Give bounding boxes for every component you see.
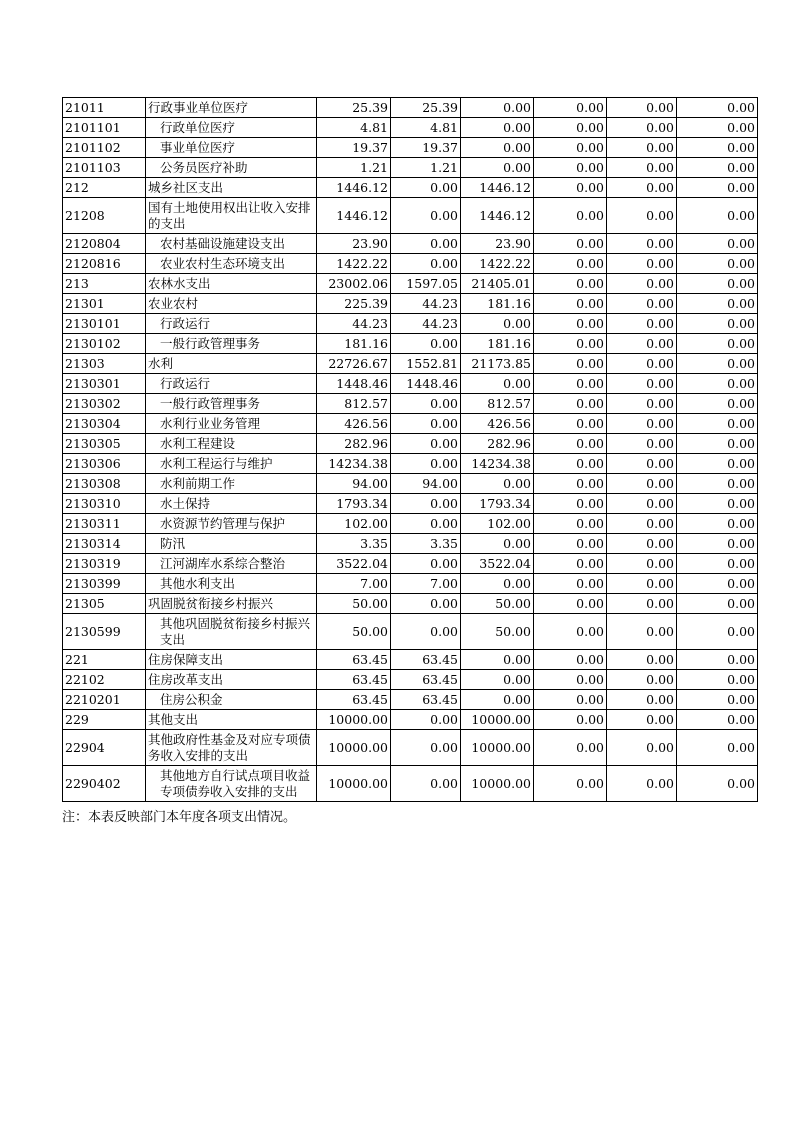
amount-cell: 225.39 bbox=[317, 294, 391, 314]
subject-name-cell: 行政事业单位医疗 bbox=[146, 98, 317, 118]
amount-cell: 94.00 bbox=[317, 474, 391, 494]
budget-sheet bbox=[62, 97, 757, 825]
subject-name-cell: 巩固脱贫衔接乡村振兴 bbox=[146, 594, 317, 614]
subject-name-cell: 一般行政管理事务 bbox=[146, 394, 317, 414]
table-row bbox=[63, 690, 758, 710]
amount-cell: 19.37 bbox=[391, 138, 461, 158]
table-row bbox=[63, 118, 758, 138]
amount-cell: 14234.38 bbox=[461, 454, 534, 474]
amount-cell: 102.00 bbox=[461, 514, 534, 534]
amount-cell: 0.00 bbox=[534, 198, 607, 234]
subject-code-cell: 2130599 bbox=[63, 614, 146, 650]
amount-cell: 0.00 bbox=[534, 574, 607, 594]
amount-cell: 1.21 bbox=[317, 158, 391, 178]
amount-cell: 1446.12 bbox=[317, 198, 391, 234]
amount-cell: 181.16 bbox=[461, 294, 534, 314]
subject-code-cell: 2130314 bbox=[63, 534, 146, 554]
amount-cell: 63.45 bbox=[317, 650, 391, 670]
subject-name-cell: 其他政府性基金及对应专项债务收入安排的支出 bbox=[146, 730, 317, 766]
subject-code-cell: 21011 bbox=[63, 98, 146, 118]
amount-cell: 0.00 bbox=[607, 374, 677, 394]
amount-cell: 0.00 bbox=[677, 554, 758, 574]
amount-cell: 0.00 bbox=[677, 454, 758, 474]
amount-cell: 0.00 bbox=[677, 710, 758, 730]
amount-cell: 3.35 bbox=[391, 534, 461, 554]
amount-cell: 0.00 bbox=[677, 178, 758, 198]
amount-cell: 0.00 bbox=[391, 178, 461, 198]
amount-cell: 21173.85 bbox=[461, 354, 534, 374]
amount-cell: 44.23 bbox=[317, 314, 391, 334]
amount-cell: 0.00 bbox=[391, 334, 461, 354]
amount-cell: 3522.04 bbox=[461, 554, 534, 574]
amount-cell: 0.00 bbox=[534, 374, 607, 394]
amount-cell: 10000.00 bbox=[461, 710, 534, 730]
amount-cell: 426.56 bbox=[461, 414, 534, 434]
table-row bbox=[63, 670, 758, 690]
amount-cell: 10000.00 bbox=[317, 766, 391, 802]
amount-cell: 0.00 bbox=[677, 730, 758, 766]
amount-cell: 0.00 bbox=[607, 198, 677, 234]
subject-code-cell: 213 bbox=[63, 274, 146, 294]
table-row bbox=[63, 374, 758, 394]
amount-cell: 0.00 bbox=[607, 234, 677, 254]
amount-cell: 1552.81 bbox=[391, 354, 461, 374]
amount-cell: 0.00 bbox=[607, 178, 677, 198]
amount-cell: 0.00 bbox=[534, 474, 607, 494]
amount-cell: 3522.04 bbox=[317, 554, 391, 574]
amount-cell: 0.00 bbox=[677, 494, 758, 514]
amount-cell: 0.00 bbox=[461, 690, 534, 710]
amount-cell: 1793.34 bbox=[461, 494, 534, 514]
amount-cell: 0.00 bbox=[607, 118, 677, 138]
subject-code-cell: 221 bbox=[63, 650, 146, 670]
amount-cell: 0.00 bbox=[607, 254, 677, 274]
table-row bbox=[63, 198, 758, 234]
table-row bbox=[63, 614, 758, 650]
amount-cell: 0.00 bbox=[534, 314, 607, 334]
amount-cell: 0.00 bbox=[391, 198, 461, 234]
subject-code-cell: 2130306 bbox=[63, 454, 146, 474]
amount-cell: 0.00 bbox=[677, 234, 758, 254]
amount-cell: 63.45 bbox=[391, 670, 461, 690]
amount-cell: 181.16 bbox=[461, 334, 534, 354]
amount-cell: 0.00 bbox=[461, 474, 534, 494]
amount-cell: 0.00 bbox=[677, 670, 758, 690]
amount-cell: 0.00 bbox=[607, 614, 677, 650]
amount-cell: 0.00 bbox=[677, 158, 758, 178]
amount-cell: 0.00 bbox=[461, 574, 534, 594]
amount-cell: 25.39 bbox=[317, 98, 391, 118]
amount-cell: 0.00 bbox=[677, 474, 758, 494]
subject-name-cell: 事业单位医疗 bbox=[146, 138, 317, 158]
amount-cell: 0.00 bbox=[534, 534, 607, 554]
subject-code-cell: 2130319 bbox=[63, 554, 146, 574]
table-row bbox=[63, 274, 758, 294]
table-row bbox=[63, 138, 758, 158]
amount-cell: 0.00 bbox=[534, 138, 607, 158]
amount-cell: 0.00 bbox=[607, 730, 677, 766]
amount-cell: 63.45 bbox=[391, 690, 461, 710]
table-row bbox=[63, 454, 758, 474]
subject-name-cell: 公务员医疗补助 bbox=[146, 158, 317, 178]
amount-cell: 25.39 bbox=[391, 98, 461, 118]
amount-cell: 282.96 bbox=[461, 434, 534, 454]
amount-cell: 1597.05 bbox=[391, 274, 461, 294]
amount-cell: 0.00 bbox=[534, 766, 607, 802]
amount-cell: 0.00 bbox=[677, 766, 758, 802]
amount-cell: 0.00 bbox=[677, 254, 758, 274]
table-row bbox=[63, 394, 758, 414]
amount-cell: 0.00 bbox=[677, 274, 758, 294]
subject-code-cell: 2130301 bbox=[63, 374, 146, 394]
amount-cell: 10000.00 bbox=[461, 766, 534, 802]
amount-cell: 7.00 bbox=[391, 574, 461, 594]
subject-name-cell: 其他地方自行试点项目收益专项债券收入安排的支出 bbox=[146, 766, 317, 802]
table-row bbox=[63, 554, 758, 574]
amount-cell: 0.00 bbox=[534, 494, 607, 514]
amount-cell: 4.81 bbox=[391, 118, 461, 138]
amount-cell: 0.00 bbox=[461, 138, 534, 158]
subject-code-cell: 2120804 bbox=[63, 234, 146, 254]
amount-cell: 0.00 bbox=[461, 314, 534, 334]
expenditure-table bbox=[62, 97, 758, 802]
amount-cell: 0.00 bbox=[534, 690, 607, 710]
amount-cell: 0.00 bbox=[391, 614, 461, 650]
amount-cell: 44.23 bbox=[391, 314, 461, 334]
subject-code-cell: 22102 bbox=[63, 670, 146, 690]
amount-cell: 1422.22 bbox=[461, 254, 534, 274]
amount-cell: 0.00 bbox=[607, 434, 677, 454]
amount-cell: 0.00 bbox=[534, 234, 607, 254]
table-row bbox=[63, 730, 758, 766]
amount-cell: 0.00 bbox=[677, 354, 758, 374]
table-row bbox=[63, 650, 758, 670]
table-row bbox=[63, 98, 758, 118]
amount-cell: 63.45 bbox=[317, 690, 391, 710]
amount-cell: 7.00 bbox=[317, 574, 391, 594]
amount-cell: 0.00 bbox=[677, 374, 758, 394]
amount-cell: 0.00 bbox=[534, 594, 607, 614]
amount-cell: 0.00 bbox=[534, 294, 607, 314]
table-row bbox=[63, 158, 758, 178]
amount-cell: 0.00 bbox=[391, 414, 461, 434]
amount-cell: 0.00 bbox=[607, 394, 677, 414]
subject-name-cell: 行政运行 bbox=[146, 374, 317, 394]
amount-cell: 0.00 bbox=[534, 514, 607, 534]
table-row bbox=[63, 314, 758, 334]
amount-cell: 0.00 bbox=[461, 118, 534, 138]
amount-cell: 23.90 bbox=[317, 234, 391, 254]
table-row bbox=[63, 254, 758, 274]
subject-code-cell: 21208 bbox=[63, 198, 146, 234]
amount-cell: 1422.22 bbox=[317, 254, 391, 274]
subject-name-cell: 一般行政管理事务 bbox=[146, 334, 317, 354]
subject-code-cell: 212 bbox=[63, 178, 146, 198]
amount-cell: 0.00 bbox=[461, 158, 534, 178]
amount-cell: 0.00 bbox=[607, 514, 677, 534]
table-row bbox=[63, 334, 758, 354]
amount-cell: 1.21 bbox=[391, 158, 461, 178]
amount-cell: 0.00 bbox=[677, 334, 758, 354]
amount-cell: 0.00 bbox=[607, 594, 677, 614]
subject-code-cell: 2130308 bbox=[63, 474, 146, 494]
subject-name-cell: 农业农村生态环境支出 bbox=[146, 254, 317, 274]
amount-cell: 10000.00 bbox=[317, 710, 391, 730]
amount-cell: 0.00 bbox=[677, 614, 758, 650]
amount-cell: 0.00 bbox=[391, 514, 461, 534]
amount-cell: 0.00 bbox=[607, 138, 677, 158]
amount-cell: 0.00 bbox=[607, 294, 677, 314]
amount-cell: 0.00 bbox=[534, 394, 607, 414]
amount-cell: 0.00 bbox=[607, 534, 677, 554]
amount-cell: 812.57 bbox=[461, 394, 534, 414]
amount-cell: 0.00 bbox=[391, 434, 461, 454]
amount-cell: 0.00 bbox=[461, 650, 534, 670]
amount-cell: 1793.34 bbox=[317, 494, 391, 514]
amount-cell: 0.00 bbox=[534, 434, 607, 454]
amount-cell: 0.00 bbox=[534, 334, 607, 354]
subject-code-cell: 2130311 bbox=[63, 514, 146, 534]
amount-cell: 0.00 bbox=[534, 554, 607, 574]
amount-cell: 0.00 bbox=[607, 414, 677, 434]
amount-cell: 50.00 bbox=[461, 614, 534, 650]
amount-cell: 0.00 bbox=[677, 650, 758, 670]
amount-cell: 0.00 bbox=[461, 374, 534, 394]
subject-name-cell: 城乡社区支出 bbox=[146, 178, 317, 198]
amount-cell: 0.00 bbox=[391, 554, 461, 574]
subject-name-cell: 其他支出 bbox=[146, 710, 317, 730]
subject-code-cell: 21303 bbox=[63, 354, 146, 374]
amount-cell: 0.00 bbox=[391, 394, 461, 414]
subject-name-cell: 住房改革支出 bbox=[146, 670, 317, 690]
table-row bbox=[63, 766, 758, 802]
subject-code-cell: 2290402 bbox=[63, 766, 146, 802]
table-row bbox=[63, 514, 758, 534]
amount-cell: 0.00 bbox=[607, 334, 677, 354]
amount-cell: 0.00 bbox=[534, 730, 607, 766]
subject-name-cell: 农林水支出 bbox=[146, 274, 317, 294]
amount-cell: 0.00 bbox=[461, 534, 534, 554]
amount-cell: 0.00 bbox=[607, 354, 677, 374]
subject-name-cell: 其他巩固脱贫衔接乡村振兴支出 bbox=[146, 614, 317, 650]
amount-cell: 1446.12 bbox=[461, 178, 534, 198]
subject-code-cell: 2130305 bbox=[63, 434, 146, 454]
amount-cell: 22726.67 bbox=[317, 354, 391, 374]
amount-cell: 23.90 bbox=[461, 234, 534, 254]
amount-cell: 0.00 bbox=[677, 294, 758, 314]
subject-code-cell: 2130101 bbox=[63, 314, 146, 334]
amount-cell: 14234.38 bbox=[317, 454, 391, 474]
amount-cell: 0.00 bbox=[607, 454, 677, 474]
amount-cell: 0.00 bbox=[677, 434, 758, 454]
amount-cell: 4.81 bbox=[317, 118, 391, 138]
amount-cell: 0.00 bbox=[461, 670, 534, 690]
subject-name-cell: 水利工程建设 bbox=[146, 434, 317, 454]
amount-cell: 0.00 bbox=[607, 574, 677, 594]
amount-cell: 0.00 bbox=[391, 234, 461, 254]
subject-code-cell: 2101101 bbox=[63, 118, 146, 138]
amount-cell: 0.00 bbox=[534, 354, 607, 374]
amount-cell: 0.00 bbox=[607, 710, 677, 730]
amount-cell: 0.00 bbox=[677, 314, 758, 334]
table-body bbox=[63, 98, 758, 802]
amount-cell: 0.00 bbox=[677, 514, 758, 534]
amount-cell: 0.00 bbox=[391, 594, 461, 614]
amount-cell: 0.00 bbox=[534, 274, 607, 294]
amount-cell: 1448.46 bbox=[317, 374, 391, 394]
amount-cell: 0.00 bbox=[607, 274, 677, 294]
amount-cell: 10000.00 bbox=[317, 730, 391, 766]
amount-cell: 0.00 bbox=[677, 198, 758, 234]
amount-cell: 0.00 bbox=[677, 98, 758, 118]
amount-cell: 0.00 bbox=[534, 670, 607, 690]
amount-cell: 0.00 bbox=[391, 730, 461, 766]
subject-name-cell: 行政运行 bbox=[146, 314, 317, 334]
amount-cell: 0.00 bbox=[677, 534, 758, 554]
subject-name-cell: 江河湖库水系综合整治 bbox=[146, 554, 317, 574]
amount-cell: 0.00 bbox=[534, 414, 607, 434]
amount-cell: 0.00 bbox=[534, 98, 607, 118]
subject-code-cell: 21305 bbox=[63, 594, 146, 614]
amount-cell: 0.00 bbox=[607, 650, 677, 670]
amount-cell: 102.00 bbox=[317, 514, 391, 534]
table-row bbox=[63, 574, 758, 594]
subject-name-cell: 国有土地使用权出让收入安排的支出 bbox=[146, 198, 317, 234]
subject-code-cell: 21301 bbox=[63, 294, 146, 314]
table-row bbox=[63, 594, 758, 614]
amount-cell: 0.00 bbox=[677, 414, 758, 434]
amount-cell: 1448.46 bbox=[391, 374, 461, 394]
amount-cell: 0.00 bbox=[677, 574, 758, 594]
subject-code-cell: 2130102 bbox=[63, 334, 146, 354]
amount-cell: 0.00 bbox=[391, 454, 461, 474]
subject-code-cell: 2101103 bbox=[63, 158, 146, 178]
subject-code-cell: 2130304 bbox=[63, 414, 146, 434]
table-row bbox=[63, 474, 758, 494]
amount-cell: 50.00 bbox=[317, 614, 391, 650]
amount-cell: 0.00 bbox=[607, 474, 677, 494]
amount-cell: 426.56 bbox=[317, 414, 391, 434]
amount-cell: 94.00 bbox=[391, 474, 461, 494]
subject-code-cell: 2120816 bbox=[63, 254, 146, 274]
subject-name-cell: 水利行业业务管理 bbox=[146, 414, 317, 434]
amount-cell: 0.00 bbox=[534, 118, 607, 138]
table-row bbox=[63, 534, 758, 554]
amount-cell: 3.35 bbox=[317, 534, 391, 554]
amount-cell: 0.00 bbox=[391, 710, 461, 730]
amount-cell: 0.00 bbox=[607, 158, 677, 178]
amount-cell: 0.00 bbox=[607, 554, 677, 574]
table-row bbox=[63, 414, 758, 434]
amount-cell: 0.00 bbox=[534, 254, 607, 274]
amount-cell: 0.00 bbox=[534, 454, 607, 474]
amount-cell: 0.00 bbox=[677, 138, 758, 158]
amount-cell: 0.00 bbox=[677, 594, 758, 614]
amount-cell: 0.00 bbox=[607, 494, 677, 514]
table-row bbox=[63, 354, 758, 374]
subject-code-cell: 2130302 bbox=[63, 394, 146, 414]
table-row bbox=[63, 434, 758, 454]
amount-cell: 0.00 bbox=[607, 314, 677, 334]
subject-name-cell: 水利工程运行与维护 bbox=[146, 454, 317, 474]
subject-name-cell: 其他水利支出 bbox=[146, 574, 317, 594]
amount-cell: 0.00 bbox=[607, 98, 677, 118]
table-row bbox=[63, 294, 758, 314]
amount-cell: 812.57 bbox=[317, 394, 391, 414]
amount-cell: 0.00 bbox=[534, 178, 607, 198]
amount-cell: 44.23 bbox=[391, 294, 461, 314]
subject-name-cell: 水利 bbox=[146, 354, 317, 374]
amount-cell: 1446.12 bbox=[461, 198, 534, 234]
subject-name-cell: 行政单位医疗 bbox=[146, 118, 317, 138]
amount-cell: 0.00 bbox=[534, 158, 607, 178]
subject-name-cell: 住房保障支出 bbox=[146, 650, 317, 670]
subject-code-cell: 2210201 bbox=[63, 690, 146, 710]
amount-cell: 0.00 bbox=[677, 118, 758, 138]
subject-name-cell: 农业农村 bbox=[146, 294, 317, 314]
amount-cell: 0.00 bbox=[677, 394, 758, 414]
subject-code-cell: 2130399 bbox=[63, 574, 146, 594]
amount-cell: 181.16 bbox=[317, 334, 391, 354]
amount-cell: 0.00 bbox=[391, 254, 461, 274]
amount-cell: 63.45 bbox=[317, 670, 391, 690]
amount-cell: 282.96 bbox=[317, 434, 391, 454]
amount-cell: 10000.00 bbox=[461, 730, 534, 766]
amount-cell: 50.00 bbox=[461, 594, 534, 614]
amount-cell: 0.00 bbox=[391, 766, 461, 802]
amount-cell: 0.00 bbox=[534, 614, 607, 650]
amount-cell: 0.00 bbox=[534, 710, 607, 730]
subject-name-cell: 水土保持 bbox=[146, 494, 317, 514]
subject-code-cell: 2130310 bbox=[63, 494, 146, 514]
subject-code-cell: 229 bbox=[63, 710, 146, 730]
subject-name-cell: 防汛 bbox=[146, 534, 317, 554]
amount-cell: 0.00 bbox=[677, 690, 758, 710]
subject-name-cell: 水利前期工作 bbox=[146, 474, 317, 494]
subject-code-cell: 22904 bbox=[63, 730, 146, 766]
amount-cell: 50.00 bbox=[317, 594, 391, 614]
table-footnote: 注：本表反映部门本年度各项支出情况。 bbox=[62, 810, 297, 825]
amount-cell: 23002.06 bbox=[317, 274, 391, 294]
amount-cell: 0.00 bbox=[607, 766, 677, 802]
amount-cell: 0.00 bbox=[607, 690, 677, 710]
amount-cell: 63.45 bbox=[391, 650, 461, 670]
table-row bbox=[63, 178, 758, 198]
subject-code-cell: 2101102 bbox=[63, 138, 146, 158]
amount-cell: 0.00 bbox=[534, 650, 607, 670]
amount-cell: 0.00 bbox=[461, 98, 534, 118]
amount-cell: 1446.12 bbox=[317, 178, 391, 198]
amount-cell: 21405.01 bbox=[461, 274, 534, 294]
amount-cell: 0.00 bbox=[391, 494, 461, 514]
amount-cell: 0.00 bbox=[607, 670, 677, 690]
table-row bbox=[63, 494, 758, 514]
table-row bbox=[63, 710, 758, 730]
subject-name-cell: 住房公积金 bbox=[146, 690, 317, 710]
table-row bbox=[63, 234, 758, 254]
amount-cell: 19.37 bbox=[317, 138, 391, 158]
subject-name-cell: 农村基础设施建设支出 bbox=[146, 234, 317, 254]
subject-name-cell: 水资源节约管理与保护 bbox=[146, 514, 317, 534]
